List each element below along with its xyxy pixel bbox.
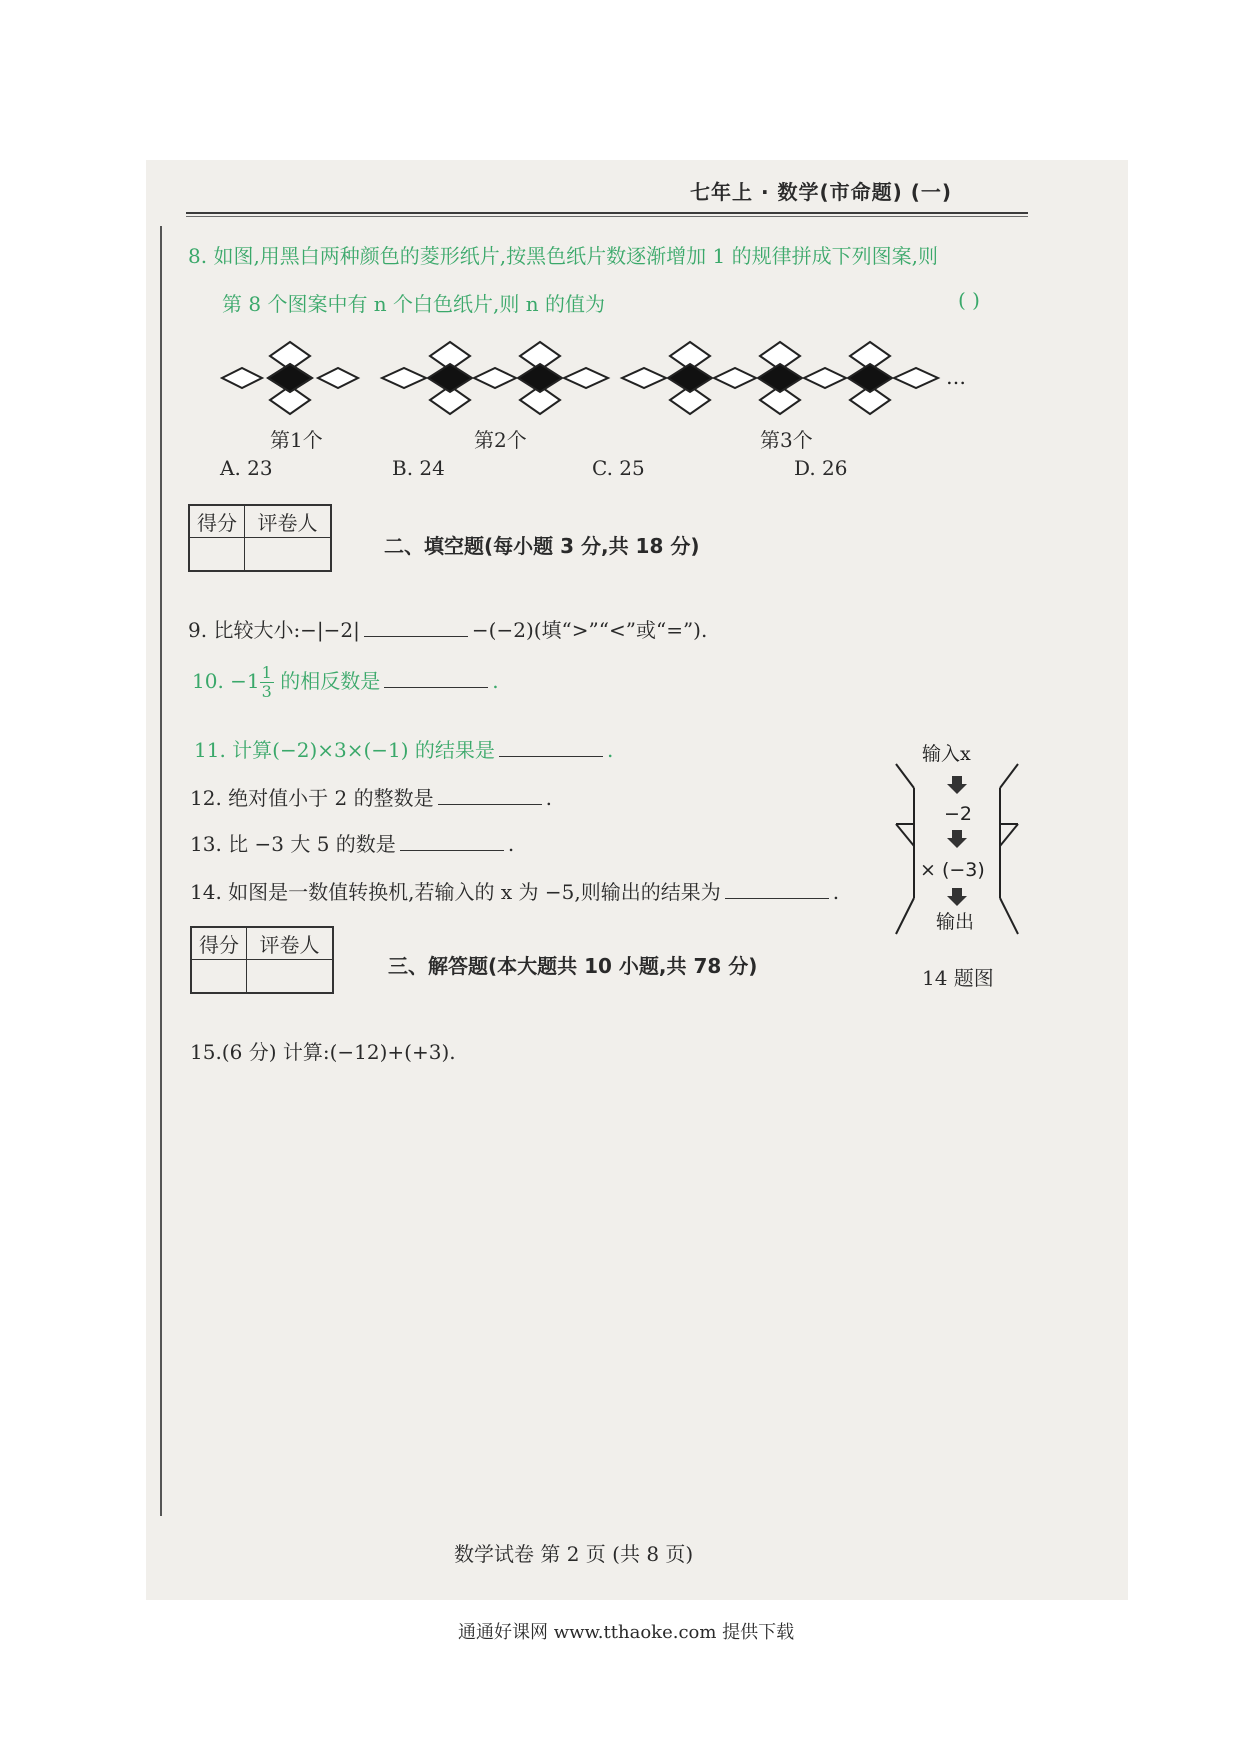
q13-answer-blank[interactable] [400, 849, 504, 851]
q8-option-a: A. 23 [220, 456, 273, 480]
machine-step-multiply: × (−3) [920, 859, 985, 881]
q8-answer-paren: ( ) [958, 288, 980, 312]
q14 [190, 876, 839, 905]
machine-caption: 14 题图 [922, 966, 994, 990]
score-box-section3 [190, 926, 334, 994]
q11 [194, 734, 613, 763]
q9-suffix: −(−2)(填“>”“<”或“=”). [471, 618, 708, 642]
section3-title: 三、解答题(本大题共 10 小题,共 78 分) [388, 954, 758, 978]
black-rhombus [668, 364, 712, 392]
q14-answer-blank[interactable] [725, 897, 829, 899]
q12-end: . [545, 786, 552, 810]
q15: 15.(6 分) 计算:(−12)+(+3). [190, 1040, 456, 1064]
q10-fraction [260, 664, 274, 701]
white-rhombus [222, 368, 262, 388]
grader-cell[interactable] [245, 537, 332, 571]
q13-end: . [507, 832, 515, 856]
white-rhombus [894, 368, 938, 388]
white-rhombus [804, 368, 846, 388]
q10-suffix: 的相反数是 [280, 669, 381, 693]
grader-label: 评卷人 [247, 927, 334, 959]
number-converter-figure [892, 738, 1022, 938]
grader-label: 评卷人 [245, 505, 332, 537]
q10-end: . [492, 669, 499, 693]
q8-ellipsis: … [946, 365, 966, 389]
q8-fig-label-2: 第2个 [474, 428, 527, 452]
score-label: 得分 [191, 927, 247, 959]
q8-line2: 第 8 个图案中有 n 个白色纸片,则 n 的值为 [222, 292, 605, 316]
score-cell[interactable] [191, 959, 247, 993]
page-footer: 数学试卷 第 2 页 (共 8 页) [454, 1542, 694, 1566]
q8-option-c: C. 25 [592, 456, 645, 480]
q8-option-b: B. 24 [392, 456, 445, 480]
white-rhombus [622, 368, 666, 388]
q12-text: 12. 绝对值小于 2 的整数是 [190, 786, 434, 810]
binding-margin-line [160, 226, 162, 1516]
q11-end: . [606, 738, 614, 762]
white-rhombus [382, 368, 426, 388]
black-rhombus [758, 364, 802, 392]
machine-input-label: 输入x [922, 743, 971, 765]
q8-rhombus-figures [220, 336, 980, 420]
q8-fig-label-3: 第3个 [760, 428, 813, 452]
q10-frac-den: 3 [261, 682, 272, 701]
q10-answer-blank[interactable] [384, 686, 488, 688]
machine-output-label: 输出 [936, 911, 975, 933]
q8-option-d: D. 26 [794, 456, 848, 480]
q13 [190, 828, 514, 857]
score-cell[interactable] [189, 537, 245, 571]
black-rhombus [848, 364, 892, 392]
section2-title: 二、填空题(每小题 3 分,共 18 分) [384, 534, 700, 558]
q10 [192, 664, 499, 701]
white-rhombus [714, 368, 756, 388]
page-header-title: 七年上 · 数学(市命题) (一) [690, 180, 953, 204]
q11-text: 11. 计算(−2)×3×(−1) 的结果是 [194, 738, 495, 762]
q9 [188, 614, 707, 643]
machine-step-subtract: −2 [944, 803, 973, 825]
white-rhombus [564, 368, 608, 388]
header-rule-thin [186, 216, 1028, 217]
q14-end: . [832, 880, 840, 904]
score-box-section2 [188, 504, 332, 572]
grader-cell[interactable] [247, 959, 334, 993]
white-rhombus [318, 368, 358, 388]
q8-fig-label-1: 第1个 [270, 428, 323, 452]
header-rule [186, 212, 1028, 214]
q12 [190, 782, 552, 811]
down-arrow-icon [952, 776, 962, 784]
q12-answer-blank[interactable] [438, 803, 542, 805]
score-label: 得分 [189, 505, 245, 537]
q10-prefix: 10. −1 [192, 669, 260, 693]
black-rhombus [428, 364, 472, 392]
download-watermark: 通通好课网 www.tthaoke.com 提供下载 [458, 1622, 795, 1643]
q13-text: 13. 比 −3 大 5 的数是 [190, 832, 396, 856]
black-rhombus [268, 364, 312, 392]
q11-answer-blank[interactable] [499, 755, 603, 757]
black-rhombus [518, 364, 562, 392]
q14-text: 14. 如图是一数值转换机,若输入的 x 为 −5,则输出的结果为 [190, 880, 721, 904]
q9-prefix: 9. 比较大小:−|−2| [188, 618, 360, 642]
white-rhombus [474, 368, 516, 388]
q10-frac-num: 1 [261, 663, 272, 682]
q8-line1: 8. 如图,用黑白两种颜色的菱形纸片,按黑色纸片数逐渐增加 1 的规律拼成下列图案,则 [188, 244, 938, 268]
q9-answer-blank[interactable] [364, 635, 468, 637]
